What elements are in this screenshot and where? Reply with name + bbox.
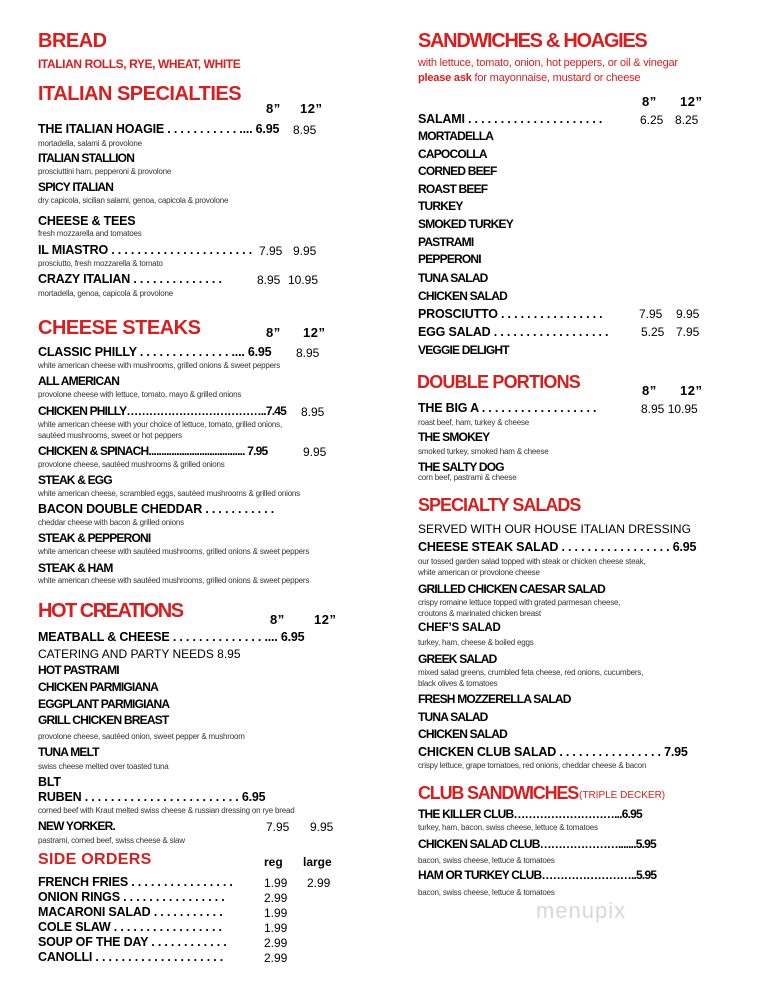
price: 1.99	[264, 906, 288, 920]
menu-item: BACON DOUBLE CHEDDAR . . . . . . . . . . .	[38, 502, 275, 516]
menu-item: TUNA MELT	[38, 745, 99, 759]
menu-item: RUBEN . . . . . . . . . . . . . . . . . . . . . . . . 6.95	[38, 790, 266, 804]
item-desc: bacon, swiss cheese, lettuce & tomatoes	[418, 856, 555, 865]
menu-item: EGGPLANT PARMIGIANA	[38, 697, 170, 711]
price: 8.95	[293, 123, 317, 137]
menu-item: SPICY ITALIAN	[38, 180, 114, 194]
catering-note: CATERING AND PARTY NEEDS 8.95	[38, 647, 241, 661]
menu-item: ALL AMERICAN	[38, 374, 120, 388]
menu-item: GRILL CHICKEN BREAST	[38, 713, 169, 727]
side-item: CANOLLI . . . . . . . . . . . . . . . . . . . .	[38, 950, 224, 964]
item-desc: roast beef, ham, turkey & cheese	[418, 418, 529, 427]
menu-item: THE ITALIAN HOAGIE . . . . . . . . . . . .... 6.95	[38, 122, 280, 136]
menu-item: NEW YORKER.	[38, 819, 115, 833]
item-desc: mortadella, genoa, capicola & provolone	[38, 289, 173, 298]
large-header: large	[303, 855, 332, 869]
club-title: CLUB SANDWICHES	[418, 783, 578, 803]
item-desc: crispy lettuce, grape tomatoes, red onions, cheddar cheese & bacon	[418, 761, 647, 770]
club-note: (TRIPLE DECKER)	[579, 790, 666, 801]
side-item: MACARONI SALAD . . . . . . . . . . .	[38, 905, 223, 919]
italian-title: ITALIAN SPECIALTIES	[38, 83, 242, 105]
side-item: ONION RINGS . . . . . . . . . . . . . . . .	[38, 890, 225, 904]
item-desc: mixed salad greens, crumbled feta cheese, red onions, cucumbers,	[418, 668, 644, 677]
menu-item: THE SALTY DOG	[418, 460, 504, 474]
menu-item: THE SMOKEY	[418, 430, 490, 444]
menu-item: VEGGIE DELIGHT	[418, 343, 509, 357]
menu-item: CORNED BEEF	[418, 164, 497, 178]
watermark-logo: menupix	[536, 898, 627, 923]
price: 2.99	[307, 876, 331, 890]
price: 2.99	[264, 951, 288, 965]
item-desc: pastrami, corned beef, swiss cheese & slaw	[38, 836, 185, 845]
menu-item: CAPOCOLLA	[418, 147, 487, 161]
menu-item: CHICKEN & SPINACH...................................... 7.95	[38, 444, 268, 458]
price: 7.95	[266, 820, 290, 834]
menu-item: PROSCIUTTO . . . . . . . . . . . . . . . .	[418, 307, 603, 321]
side-orders-title: SIDE ORDERS	[38, 851, 152, 868]
price: 2.99	[264, 891, 288, 905]
size-8: 8”	[270, 612, 285, 627]
price: 7.95	[259, 244, 283, 258]
menu-item: HOT PASTRAMI	[38, 663, 119, 677]
menu-item: EGG SALAD . . . . . . . . . . . . . . . . . .	[418, 325, 609, 339]
cheese-steaks-title: CHEESE STEAKS	[38, 317, 201, 339]
menu-item: SALAMI . . . . . . . . . . . . . . . . . . . . .	[418, 112, 603, 126]
item-desc: white american cheese, scrambled eggs, sautéed mushrooms & grilled onions	[38, 489, 300, 498]
menu-item: GREEK SALAD	[418, 652, 497, 666]
item-desc: swiss cheese melted over toasted tuna	[38, 762, 169, 771]
price: 8.95	[301, 405, 325, 419]
item-desc: mortadella, salami & provolone	[38, 139, 142, 148]
menu-item: CHICKEN CLUB SALAD . . . . . . . . . . . . . . . . 7.95	[418, 745, 688, 759]
salads-dressing: SERVED WITH OUR HOUSE ITALIAN DRESSING	[418, 522, 691, 536]
menu-item: TURKEY	[418, 199, 463, 213]
item-desc: prosciutto, fresh mozzarella & tomato	[38, 259, 163, 268]
item-desc: crispy romaine lettuce topped with grated parmesan cheese,	[418, 598, 621, 607]
size-12: 12”	[680, 383, 703, 398]
size-8: 8”	[266, 325, 281, 340]
price: 9.95	[310, 820, 334, 834]
item-desc: white american cheese with sautéed mushrooms, grilled onions & sweet peppers	[38, 576, 310, 585]
menu-item: FRESH MOZZERELLA SALAD	[418, 692, 571, 706]
menu-item: PASTRAMI	[418, 235, 474, 249]
menu-item: SMOKED TURKEY	[418, 217, 513, 231]
menu-item: CHICKEN PHILLY………………………………..7.45	[38, 404, 286, 418]
menu-item: MORTADELLA	[418, 129, 494, 143]
menu-item: IL MIASTRO . . . . . . . . . . . . . . . . . . . . . .	[38, 243, 252, 257]
price: 9.95	[676, 307, 700, 321]
item-desc: corn beef, pastrami & cheese	[418, 473, 517, 482]
price: 1.99	[264, 921, 288, 935]
item-desc: white american cheese with your choice of lettuce, tomato, grilled onions,	[38, 420, 283, 429]
price: 7.95	[639, 307, 663, 321]
menu-item: MEATBALL & CHEESE . . . . . . . . . . . . . . .... 6.95	[38, 630, 305, 644]
menu-item: ITALIAN STALLION	[38, 151, 135, 165]
menu-item: CRAZY ITALIAN . . . . . . . . . . . . . .	[38, 272, 222, 286]
menu-item: CHEESE STEAK SALAD . . . . . . . . . . . . . . . . . 6.95	[418, 540, 697, 554]
side-item: SOUP OF THE DAY . . . . . . . . . . . .	[38, 935, 227, 949]
item-desc: cheddar cheese with bacon & grilled onions	[38, 518, 184, 527]
price: 10.95	[288, 273, 319, 287]
item-desc: fresh mozzarella and tomatoes	[38, 229, 142, 238]
item-desc: white american or provolone cheese	[418, 568, 540, 577]
item-desc: white american cheese with mushrooms, grilled onions & sweet peppers	[38, 361, 281, 370]
price: 6.25	[640, 113, 664, 127]
item-desc: turkey, ham, bacon, swiss cheese, lettuce & tomatoes	[418, 823, 598, 832]
item-desc: bacon, swiss cheese, lettuce & tomatoes	[418, 888, 555, 897]
menu-item: BLT	[38, 775, 61, 789]
menu-item: PEPPERONI	[418, 252, 481, 266]
menu-item: CHICKEN SALAD CLUB………………….......5.95	[418, 837, 656, 851]
item-desc: provolone cheese, sautéed onion, sweet pepper & mushroom	[38, 732, 245, 741]
bread-title: BREAD	[38, 30, 107, 52]
item-desc: croutons & marinated chicken breast	[418, 609, 541, 618]
menu-item: CHICKEN SALAD	[418, 289, 507, 303]
item-desc: turkey, ham, cheese & boiled eggs	[418, 638, 534, 647]
sandwiches-title: SANDWICHES & HOAGIES	[418, 30, 647, 52]
price: 7.95	[676, 325, 700, 339]
menu-item: STEAK & HAM	[38, 561, 113, 575]
price: 9.95	[293, 244, 317, 258]
item-desc: sautéed mushrooms, sweet or hot peppers	[38, 431, 182, 440]
menu-item: TUNA SALAD	[418, 271, 488, 285]
reg-header: reg	[264, 855, 283, 869]
double-title: DOUBLE PORTIONS	[417, 372, 581, 392]
size-8: 8”	[642, 383, 657, 398]
side-item: COLE SLAW . . . . . . . . . . . . . . . . .	[38, 920, 222, 934]
item-desc: white american cheese with sautéed mushrooms, grilled onions & sweet peppers	[38, 547, 310, 556]
price: 1.99	[264, 876, 288, 890]
size-8: 8”	[642, 94, 657, 109]
side-item: FRENCH FRIES . . . . . . . . . . . . . . . .	[38, 875, 233, 889]
hot-creations-title: HOT CREATIONS	[38, 600, 183, 622]
menu-item: CHEF’S SALAD	[418, 622, 501, 634]
menu-item: CHICKEN SALAD	[418, 727, 507, 741]
please-ask-line	[418, 72, 640, 84]
item-desc: smoked turkey, smoked ham & cheese	[418, 447, 549, 456]
item-desc: corned beef with Kraut melted swiss cheese & russian dressing on rye bread	[38, 806, 295, 815]
item-desc: black olives & tomatoes	[418, 679, 498, 688]
price: 9.95	[303, 445, 327, 459]
price: 2.99	[264, 936, 288, 950]
menu-item: HAM OR TURKEY CLUB……………………..5.95	[418, 868, 657, 882]
item-desc: our tossed garden salad topped with steak or chicken cheese steak,	[418, 557, 646, 566]
sandwiches-subtitle: with lettuce, tomato, onion, hot peppers, or oil & vinegar	[418, 57, 678, 69]
menu-item: CHICKEN PARMIGIANA	[38, 680, 159, 694]
size-12: 12”	[314, 612, 337, 627]
price: 8.95	[257, 273, 281, 287]
size-12: 12”	[303, 325, 326, 340]
price: 5.25	[641, 325, 665, 339]
menu-item: TUNA SALAD	[418, 710, 488, 724]
salads-title: SPECIALTY SALADS	[418, 495, 581, 515]
menu-item: CLASSIC PHILLY . . . . . . . . . . . . . . .... 6.95	[38, 345, 272, 359]
size-12: 12”	[300, 101, 323, 116]
item-desc: provolone cheese with lettuce, tomato, mayo & grilled onions	[38, 390, 242, 399]
menu-item: THE BIG A . . . . . . . . . . . . . . . . . .	[418, 401, 597, 415]
menu-item: GRILLED CHICKEN CAESAR SALAD	[418, 582, 605, 596]
menu-item: CHEESE & TEES	[38, 214, 136, 228]
please-ask-rest: for mayonnaise, mustard or cheese	[474, 72, 641, 84]
price: 8.25	[675, 113, 699, 127]
size-8: 8”	[266, 101, 281, 116]
menu-item: ROAST BEEF	[418, 182, 488, 196]
item-desc: dry capicola, sicilian salami, genoa, capicola & provolone	[38, 196, 229, 205]
price: 8.95	[296, 346, 320, 360]
menu-item: STEAK & EGG	[38, 473, 112, 487]
price: 8.95 10.95	[641, 402, 698, 416]
bread-subtitle: ITALIAN ROLLS, RYE, WHEAT, WHITE	[38, 57, 241, 71]
item-desc: prosciuttini ham, pepperoni & provolone	[38, 167, 172, 176]
please-ask: please ask	[418, 72, 472, 84]
size-12: 12”	[680, 94, 703, 109]
item-desc: provolone cheese, sautéed mushrooms & grilled onions	[38, 460, 225, 469]
menu-item: STEAK & PEPPERONI	[38, 531, 151, 545]
menu-item: THE KILLER CLUB………………………...6.95	[418, 807, 642, 821]
